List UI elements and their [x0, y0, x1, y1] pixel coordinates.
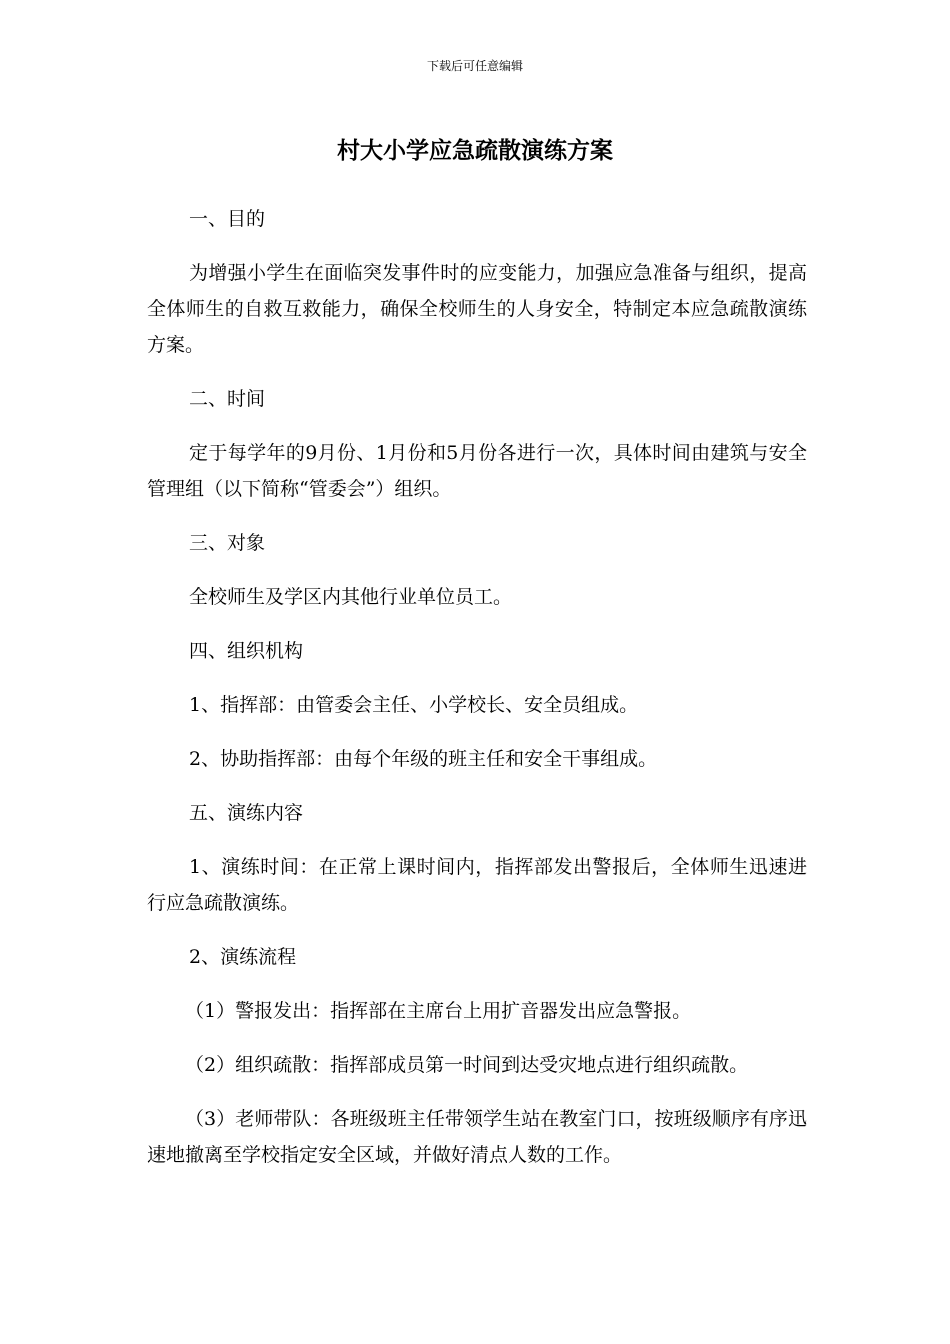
paragraph-drill-time: 1、演练时间：在正常上课时间内，指挥部发出警报后，全体师生迅速进行应急疏散演练。 — [147, 856, 807, 914]
document-title: 村大小学应急疏散演练方案 — [337, 138, 613, 164]
section-heading-organization: 四、组织机构 — [189, 640, 304, 662]
section-heading-drill-content: 五、演练内容 — [189, 802, 304, 824]
paragraph-drill-process: 2、演练流程 — [189, 946, 297, 968]
paragraph-step-teacher-lead: （3）老师带队：各班级班主任带领学生站在教室门口，按班级顺序有序迅速地撤离至学校指定安全区域，并做好清点人数的工作。 — [147, 1108, 807, 1166]
document-body — [147, 201, 807, 1191]
section-heading-time: 二、时间 — [189, 388, 266, 410]
section-heading-purpose: 一、目的 — [189, 208, 266, 230]
paragraph-assist-dept: 2、协助指挥部：由每个年级的班主任和安全干事组成。 — [189, 748, 658, 770]
section-heading-target: 三、对象 — [189, 532, 266, 554]
header-note: 下载后可任意编辑 — [426, 59, 523, 73]
paragraph-step-alarm: （1）警报发出：指挥部在主席台上用扩音器发出应急警报。 — [185, 1000, 692, 1022]
paragraph-purpose: 为增强小学生在面临突发事件时的应变能力，加强应急准备与组织，提高全体师生的自救互救能力，确保全校师生的人身安全，特制定本应急疏散演练方案。 — [147, 262, 807, 356]
paragraph-target: 全校师生及学区内其他行业单位员工。 — [189, 586, 513, 608]
paragraph-step-evacuation: （2）组织疏散：指挥部成员第一时间到达受灾地点进行组织疏散。 — [185, 1054, 749, 1076]
paragraph-command-dept: 1、指挥部：由管委会主任、小学校长、安全员组成。 — [189, 694, 639, 716]
paragraph-time: 定于每学年的9月份、1月份和5月份各进行一次，具体时间由建筑与安全管理组（以下简称“管委会”）组织。 — [147, 442, 807, 500]
